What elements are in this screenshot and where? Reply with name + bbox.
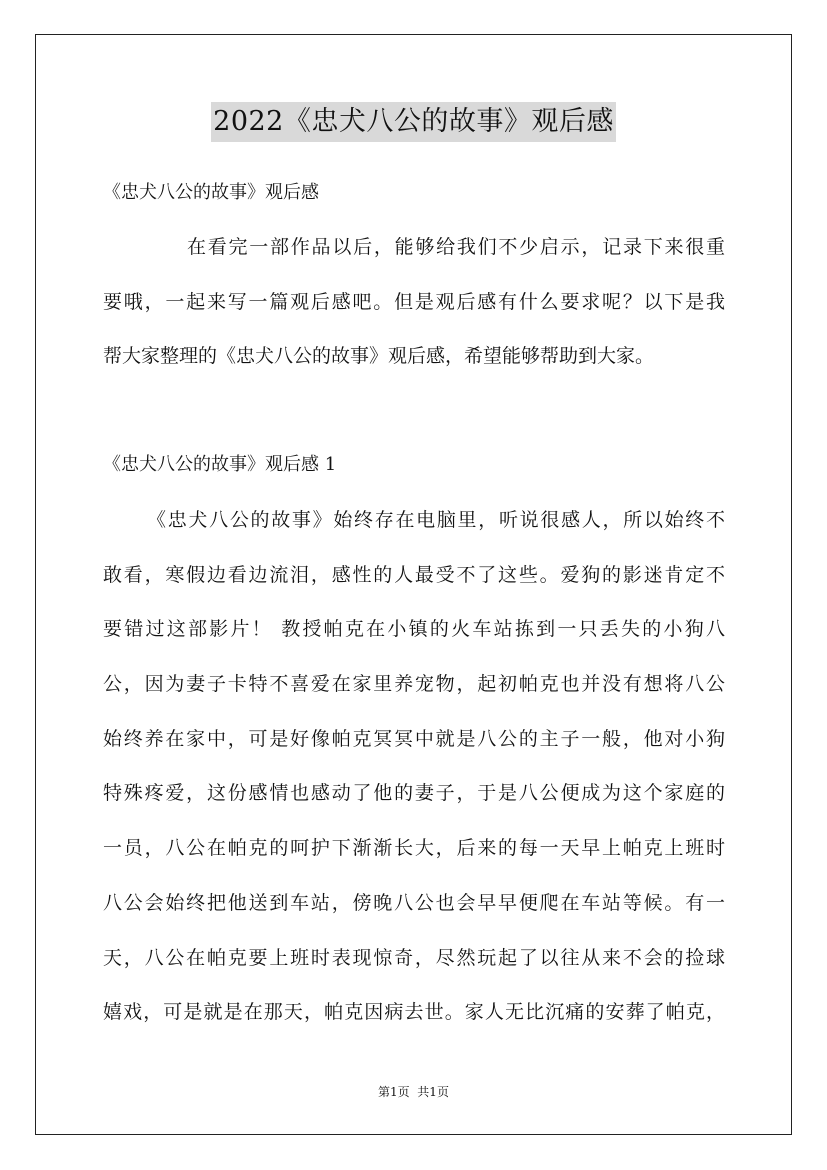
- body-line: 嬉戏，可是就是在那天，帕克因病去世。家人无比沉痛的安葬了帕克，: [103, 1001, 725, 1024]
- intro-paragraph: [103, 232, 725, 396]
- body-line: 《忠犬八公的故事》始终存在电脑里，听说很感人，所以始终不: [147, 509, 725, 531]
- body-line: 敢看，寒假边看边流泪，感性的人最受不了这些。爱狗的影迷肯定不: [103, 563, 725, 586]
- intro-line: 帮大家整理的《忠犬八公的故事》观后感，希望能够帮助到大家。: [103, 345, 655, 368]
- body-line: 公，因为妻子卡特不喜爱在家里养宠物，起初帕克也并没有想将八公: [103, 673, 725, 696]
- body-paragraph: [103, 505, 725, 1052]
- intro-line: 要哦，一起来写一篇观后感吧。但是观后感有什么要求呢？以下是我: [103, 290, 725, 313]
- document-title-text: 2022《忠犬八公的故事》观后感: [211, 102, 616, 142]
- body-line: 天，八公在帕克要上班时表现惊奇，尽然玩起了以往从来不会的捡球: [103, 946, 725, 969]
- body-line: 要错过这部影片！ 教授帕克在小镇的火车站拣到一只丢失的小狗八: [103, 618, 725, 641]
- body-line: 一员，八公在帕克的呵护下渐渐长大，后来的每一天早上帕克上班时: [103, 837, 725, 860]
- body-line: 特殊疼爱，这份感情也感动了他的妻子，于是八公便成为这个家庭的: [103, 782, 725, 805]
- document-subtitle: 《忠犬八公的故事》观后感: [103, 182, 319, 203]
- intro-line: 在看完一部作品以后，能够给我们不少启示，记录下来很重: [187, 236, 725, 258]
- section-heading: 《忠犬八公的故事》观后感 1: [103, 454, 337, 475]
- page-footer: 第1页 共1页: [378, 1085, 449, 1099]
- document-title: [0, 100, 827, 142]
- body-line: 八公会始终把他送到车站，傍晚八公也会早早便爬在车站等候。有一: [103, 891, 725, 914]
- body-line: 始终养在家中，可是好像帕克冥冥中就是八公的主子一般，他对小狗: [103, 727, 725, 750]
